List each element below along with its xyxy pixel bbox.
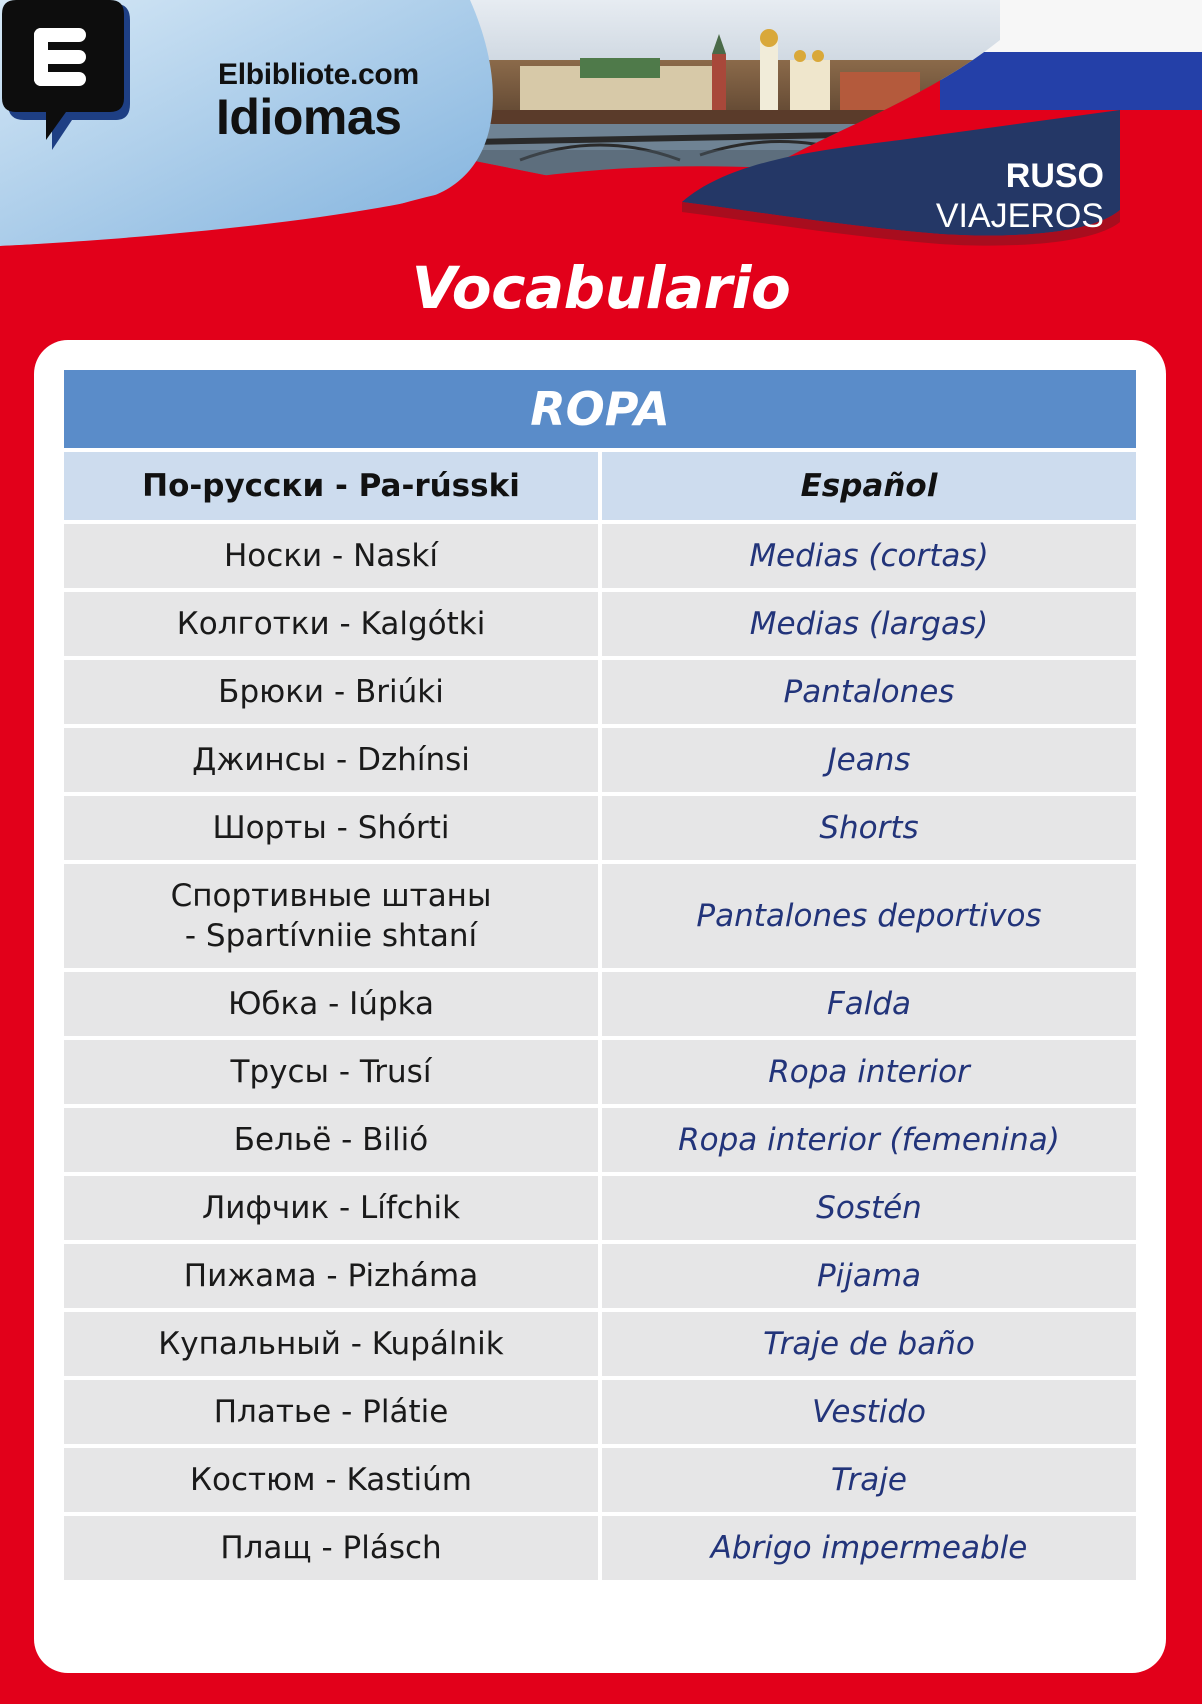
russian-term: Колготки - Kalgótki bbox=[64, 592, 598, 656]
table-row bbox=[64, 660, 1136, 724]
spanish-translation: Pijama bbox=[602, 1244, 1136, 1308]
spanish-translation: Medias (cortas) bbox=[602, 524, 1136, 588]
column-header-row bbox=[64, 452, 1136, 520]
language-badge bbox=[936, 156, 1104, 236]
russian-term: Пижама - Pizháma bbox=[64, 1244, 598, 1308]
russian-term: Плащ - Plásch bbox=[64, 1516, 598, 1580]
russian-term: Носки - Naskí bbox=[64, 524, 598, 588]
table-row bbox=[64, 1516, 1136, 1580]
table-row bbox=[64, 1176, 1136, 1240]
spanish-translation: Medias (largas) bbox=[602, 592, 1136, 656]
brand-name: Idiomas bbox=[216, 89, 402, 145]
table-row bbox=[64, 864, 1136, 968]
spanish-translation: Abrigo impermeable bbox=[602, 1516, 1136, 1580]
table-row bbox=[64, 972, 1136, 1036]
russian-term: Платье - Plátie bbox=[64, 1380, 598, 1444]
table-caption: ROPA bbox=[64, 370, 1136, 448]
russian-term: Брюки - Briúki bbox=[64, 660, 598, 724]
language-label: RUSO bbox=[1005, 157, 1104, 195]
russian-term: Спортивные штаны - Spartívniie shtaní bbox=[64, 864, 598, 968]
table-row bbox=[64, 728, 1136, 792]
level-label: VIAJEROS bbox=[935, 197, 1104, 235]
russian-term: Джинсы - Dzhínsi bbox=[64, 728, 598, 792]
russian-term: Купальный - Kupálnik bbox=[64, 1312, 598, 1376]
page-title: Vocabulario bbox=[411, 254, 791, 322]
table-row bbox=[64, 1040, 1136, 1104]
spanish-translation: Traje de baño bbox=[602, 1312, 1136, 1376]
spanish-translation: Ropa interior (femenina) bbox=[602, 1108, 1136, 1172]
spanish-translation: Traje bbox=[602, 1448, 1136, 1512]
column-header-spanish: Español bbox=[602, 452, 1136, 520]
table-row bbox=[64, 1108, 1136, 1172]
vocabulary-table bbox=[64, 370, 1136, 1580]
column-header-russian: По-русски - Pa-rússki bbox=[64, 452, 598, 520]
flag-blue-stripe bbox=[940, 52, 1202, 110]
russian-term: Костюм - Kastiúm bbox=[64, 1448, 598, 1512]
table-row bbox=[64, 796, 1136, 860]
russian-term: Бельё - Bilió bbox=[64, 1108, 598, 1172]
chat-bubble-logo-icon bbox=[0, 0, 130, 150]
russian-term: Шорты - Shórti bbox=[64, 796, 598, 860]
table-row bbox=[64, 524, 1136, 588]
russian-term: Трусы - Trusí bbox=[64, 1040, 598, 1104]
table-row bbox=[64, 1312, 1136, 1376]
spanish-translation: Jeans bbox=[602, 728, 1136, 792]
header-banner bbox=[0, 0, 1202, 250]
table-body bbox=[64, 524, 1136, 1580]
spanish-translation: Pantalones bbox=[602, 660, 1136, 724]
russian-term: Юбка - Iúpka bbox=[64, 972, 598, 1036]
spanish-translation: Vestido bbox=[602, 1380, 1136, 1444]
spanish-translation: Falda bbox=[602, 972, 1136, 1036]
table-row bbox=[64, 1380, 1136, 1444]
table-row bbox=[64, 592, 1136, 656]
spanish-translation: Ropa interior bbox=[602, 1040, 1136, 1104]
russian-term: Лифчик - Lífchik bbox=[64, 1176, 598, 1240]
brand-site: Elbibliote.com bbox=[218, 58, 419, 91]
table-row bbox=[64, 1448, 1136, 1512]
spanish-translation: Pantalones deportivos bbox=[602, 864, 1136, 968]
table-row bbox=[64, 1244, 1136, 1308]
spanish-translation: Sostén bbox=[602, 1176, 1136, 1240]
spanish-translation: Shorts bbox=[602, 796, 1136, 860]
